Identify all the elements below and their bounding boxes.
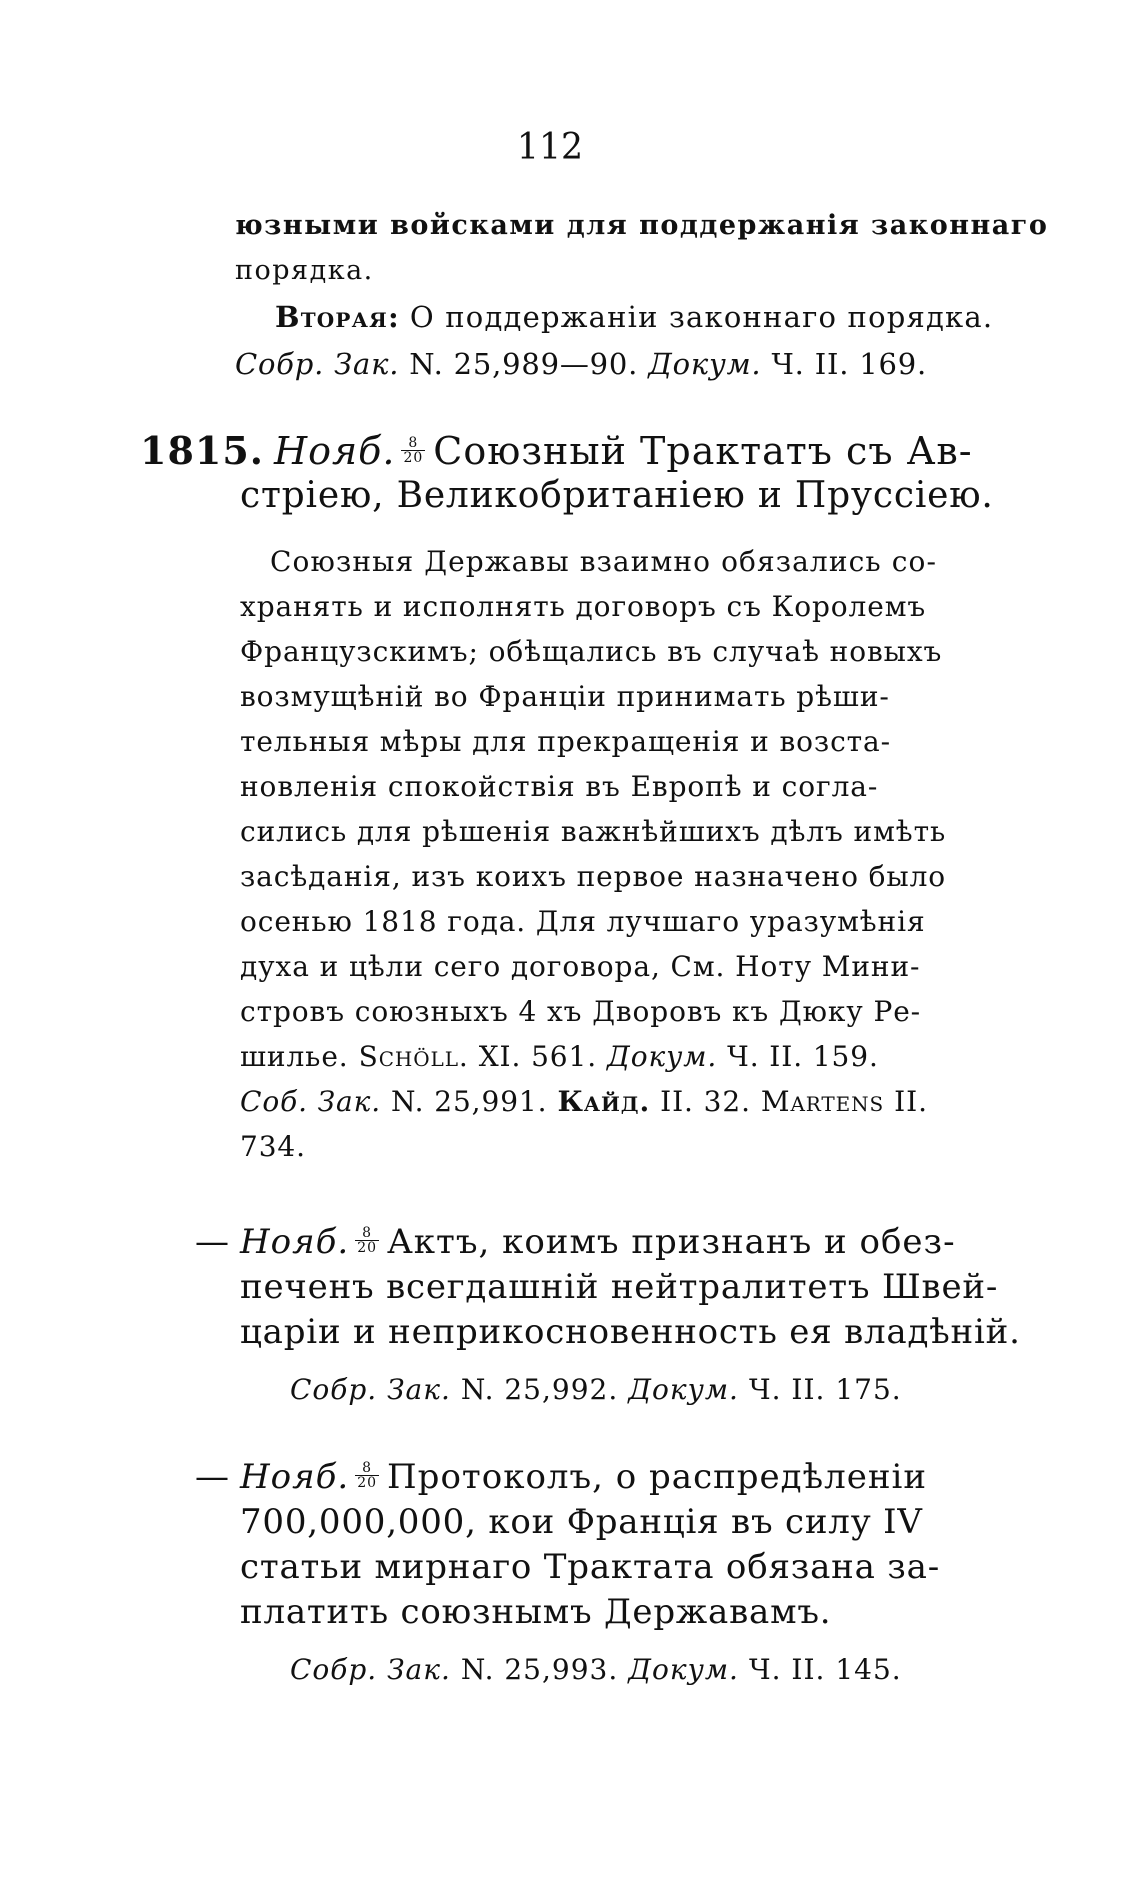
ref-number: N. 25,989—90. bbox=[409, 347, 639, 381]
ref-sobr: Собр. Зак. bbox=[290, 1653, 451, 1686]
kaid-ref: Кайд. bbox=[557, 1085, 651, 1118]
entry-1-heading bbox=[140, 428, 973, 473]
entry-2-title-b: печенъ всегдашній нейтралитетъ Швей- bbox=[240, 1267, 999, 1307]
entry-1-body-line: хранять и исполнять договоръ съ Королемъ bbox=[240, 590, 927, 623]
entry-1-month: Нояб. bbox=[274, 429, 396, 473]
ref-dokum: Докум. bbox=[607, 1040, 718, 1073]
entry-1-title-a: Союзный Трактатъ съ Ав- bbox=[433, 429, 973, 473]
entry-1-body-line: Союзныя Державы взаимно обязались со- bbox=[270, 545, 938, 578]
entry-1-reference-3: 734. bbox=[240, 1130, 306, 1163]
entry-1-body-line: возмущѣній во Франціи принимать рѣши- bbox=[240, 680, 890, 713]
ref-sobr: Собр. Зак. bbox=[290, 1373, 451, 1406]
ref-sobr: Собр. Зак. bbox=[235, 347, 400, 381]
ref-dokum: Докум. bbox=[628, 1653, 739, 1686]
continuation-reference bbox=[235, 347, 928, 381]
entry-1-body-line: сились для рѣшенія важнѣйшихъ дѣлъ имѣть bbox=[240, 815, 947, 848]
ref-dokum: Докум. bbox=[648, 347, 762, 381]
page-number: 112 bbox=[516, 127, 584, 168]
entry-3-date-fraction: $\frac{8}{20}$ bbox=[357, 1459, 378, 1491]
entry-1-body-line: духа и цѣли сего договора, См. Ноту Мини- bbox=[240, 950, 921, 983]
entry-2-title-c: царіи и неприкосновенность ея владѣній. bbox=[240, 1312, 1021, 1352]
entry-2-heading bbox=[195, 1222, 956, 1262]
entry-1-reference-2: Соб. Зак. N. 25,991. Кайд. II. 32. Martens II. bbox=[240, 1085, 928, 1118]
entry-1-year: 1815. bbox=[140, 428, 264, 473]
entry-1-body-line: осенью 1818 года. Для лучшаго уразумѣнія bbox=[240, 905, 926, 938]
entry-1-date-fraction: $\frac{8}{20}$ bbox=[403, 435, 424, 466]
entry-3-reference: Собр. Зак. N. 25,993. Докум. Ч. II. 145. bbox=[290, 1653, 902, 1686]
entry-3-title-d: платить союзнымъ Державамъ. bbox=[240, 1592, 832, 1632]
entry-1-body-line: стровъ союзныхъ 4 хъ Дворовъ къ Дюку Ре- bbox=[240, 995, 922, 1028]
entry-2-title-a: Актъ, коимъ признанъ и обез- bbox=[387, 1222, 956, 1262]
ref-part: Ч. II. 169. bbox=[771, 347, 928, 381]
continuation-line-2: порядка. bbox=[235, 255, 374, 286]
entry-1-reference-1: шилье. Schöll. XI. 561. Докум. Ч. II. 159. bbox=[240, 1040, 879, 1073]
entry-3-month: Нояб. bbox=[240, 1457, 350, 1497]
entry-3-heading bbox=[195, 1457, 928, 1497]
entry-1-body-line: засѣданія, изъ коихъ первое назначено было bbox=[240, 860, 947, 893]
entry-1-body-line: Французскимъ; обѣщались въ случаѣ новыхъ bbox=[240, 635, 943, 668]
entry-3-title-c: статьи мирнаго Трактата обязана за- bbox=[240, 1547, 940, 1587]
second-text: О поддержаніи законнаго порядка. bbox=[409, 300, 994, 334]
martens-ref: Martens bbox=[760, 1085, 885, 1118]
ref-dokum: Докум. bbox=[628, 1373, 739, 1406]
entry-2-month: Нояб. bbox=[240, 1222, 350, 1262]
entry-1-body-line: новленія спокойствія въ Европѣ и согла- bbox=[240, 770, 879, 803]
continuation-line-1: юзными войсками для поддержанія законнаго bbox=[235, 210, 1049, 241]
entry-2-date-fraction: $\frac{8}{20}$ bbox=[357, 1224, 378, 1256]
second-label: Вторая: bbox=[275, 300, 400, 334]
entry-3-dash: — bbox=[195, 1457, 230, 1497]
entry-1-body-line: тельныя мѣры для прекращенія и возста- bbox=[240, 725, 892, 758]
entry-1-title-b: стріею, Великобританіею и Пруссіею. bbox=[240, 475, 994, 516]
entry-3-title-b: 700,000,000, кои Франція въ силу IV bbox=[240, 1502, 923, 1542]
entry-2-reference: Собр. Зак. N. 25,992. Докум. Ч. II. 175. bbox=[290, 1373, 902, 1406]
continuation-line-3 bbox=[275, 300, 994, 334]
entry-3-title-a: Протоколъ, о распредѣленіи bbox=[387, 1457, 928, 1497]
entry-2-dash: — bbox=[195, 1222, 230, 1262]
schoell-ref: Schöll. bbox=[358, 1040, 469, 1073]
ref-sob: Соб. Зак. bbox=[240, 1085, 382, 1118]
